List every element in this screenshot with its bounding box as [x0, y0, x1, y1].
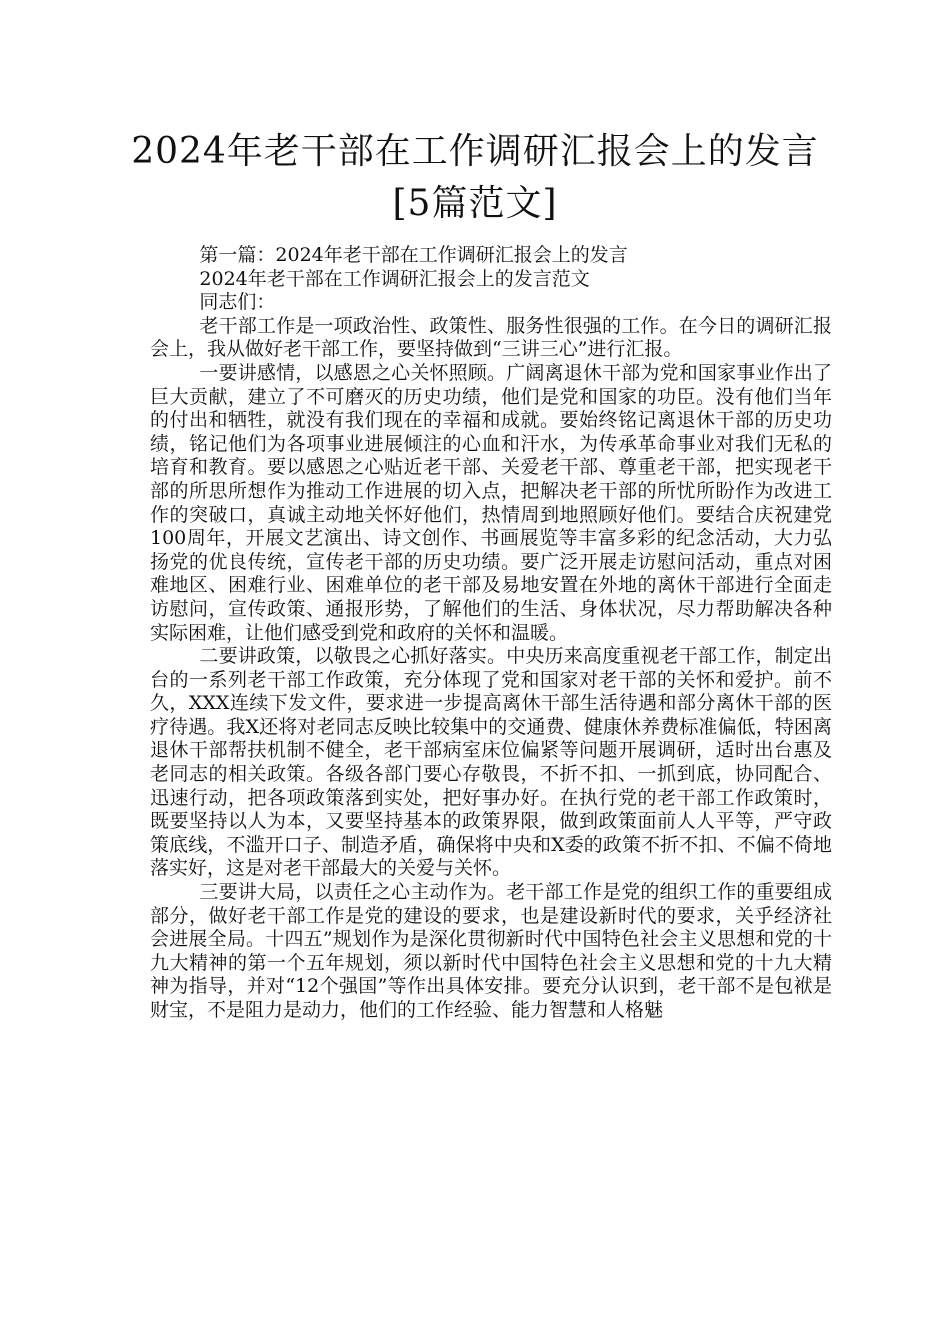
paragraph-overall: 三要讲大局，以责任之心主动作为。老干部工作是党的组织工作的重要组成部分，做好老干部工作是党的建设的要求，也是建设新时代的要求，关乎经济社会进展全局。十四五”规划作为是深化贯彻新时代中国特色社会主义思想和党的十九大精神的第一个五年规划，须以新时代中国特色社会主义思想和党的十九大精神为指导，并对“12个强国”等作出具体安排。要充分认识到，老干部不是包袱是财宝，不是阻力是动力，他们的工作经验、能力智慧和人格魅: [150, 881, 832, 1021]
section-heading: 第一篇：2024年老干部在工作调研汇报会上的发言: [199, 244, 628, 266]
paragraph-policy: 二要讲政策，以敬畏之心抓好落实。中央历来高度重视老干部工作，制定出台的一系列老干部工作政策，充分体现了党和国家对老干部的关怀和爱护。前不久，XXX连续下发文件，要求进一步提高离休干部生活待遇和部分离休干部的医疗待遇。我X还将对老同志反映比较集中的交通费、健康休养费标准偏低，特困离退休干部帮扶机制不健全，老干部病室床位偏紧等问题开展调研，适时出台惠及老同志的相关政策。各级各部门要心存敬畏，不折不扣、一抓到底，协同配合、迅速行动，把各项政策落到实处，把好事办好。在执行党的老干部工作政策时，既要坚持以人为本，又要坚持基本的政策界限，做到政策面前人人平等，严守政策底线，不滥开口子、制造矛盾，确保将中央和X委的政策不折不扣、不偏不倚地落实好，这是对老干部最大的关爱与关怀。: [150, 645, 832, 880]
article-heading: 2024年老干部在工作调研汇报会上的发言范文: [199, 267, 590, 290]
paragraph-emotion: 一要讲感情，以感恩之心关怀照顾。广阔离退休干部为党和国家事业作出了巨大贡献，建立了不可磨灭的历史功绩，他们是党和国家的功臣。没有他们当年的付出和牺牲，就没有我们现在的幸福和成就。要始终铭记离退休干部的历史功绩，铭记他们为各项事业进展倾注的心血和汗水，为传承革命事业对我们无私的培育和教育。要以感恩之心贴近老干部、关爱老干部、尊重老干部，把实现老干部的所思所想作为推动工作进展的切入点，把解决老干部的所忧所盼作为改进工作的突破口，真诚主动地关怀好他们，热情周到地照顾好他们。要结合庆祝建党100周年，开展文艺演出、诗文创作、书画展览等丰富多彩的纪念活动，大力弘扬党的优良传统，宣传老干部的历史功绩。要广泛开展走访慰问活动，重点对困难地区、困难行业、困难单位的老干部及易地安置在外地的离休干部进行全面走访慰问，宣传政策、通报形势，了解他们的生活、身体状况，尽力帮助解决各种实际困难，让他们感受到党和政府的关怀和温暖。: [150, 361, 832, 644]
salutation: 同志们：: [199, 291, 276, 314]
document-body: [150, 244, 832, 1023]
document-subtitle: [5篇范文]: [392, 183, 558, 224]
document-title: 2024年老干部在工作调研汇报会上的发言: [131, 131, 819, 172]
paragraph-intro: 老干部工作是一项政治性、政策性、服务性很强的工作。在今日的调研汇报会上，我从做好老干部工作，要坚持做到“三讲三心”进行汇报。: [150, 314, 832, 361]
